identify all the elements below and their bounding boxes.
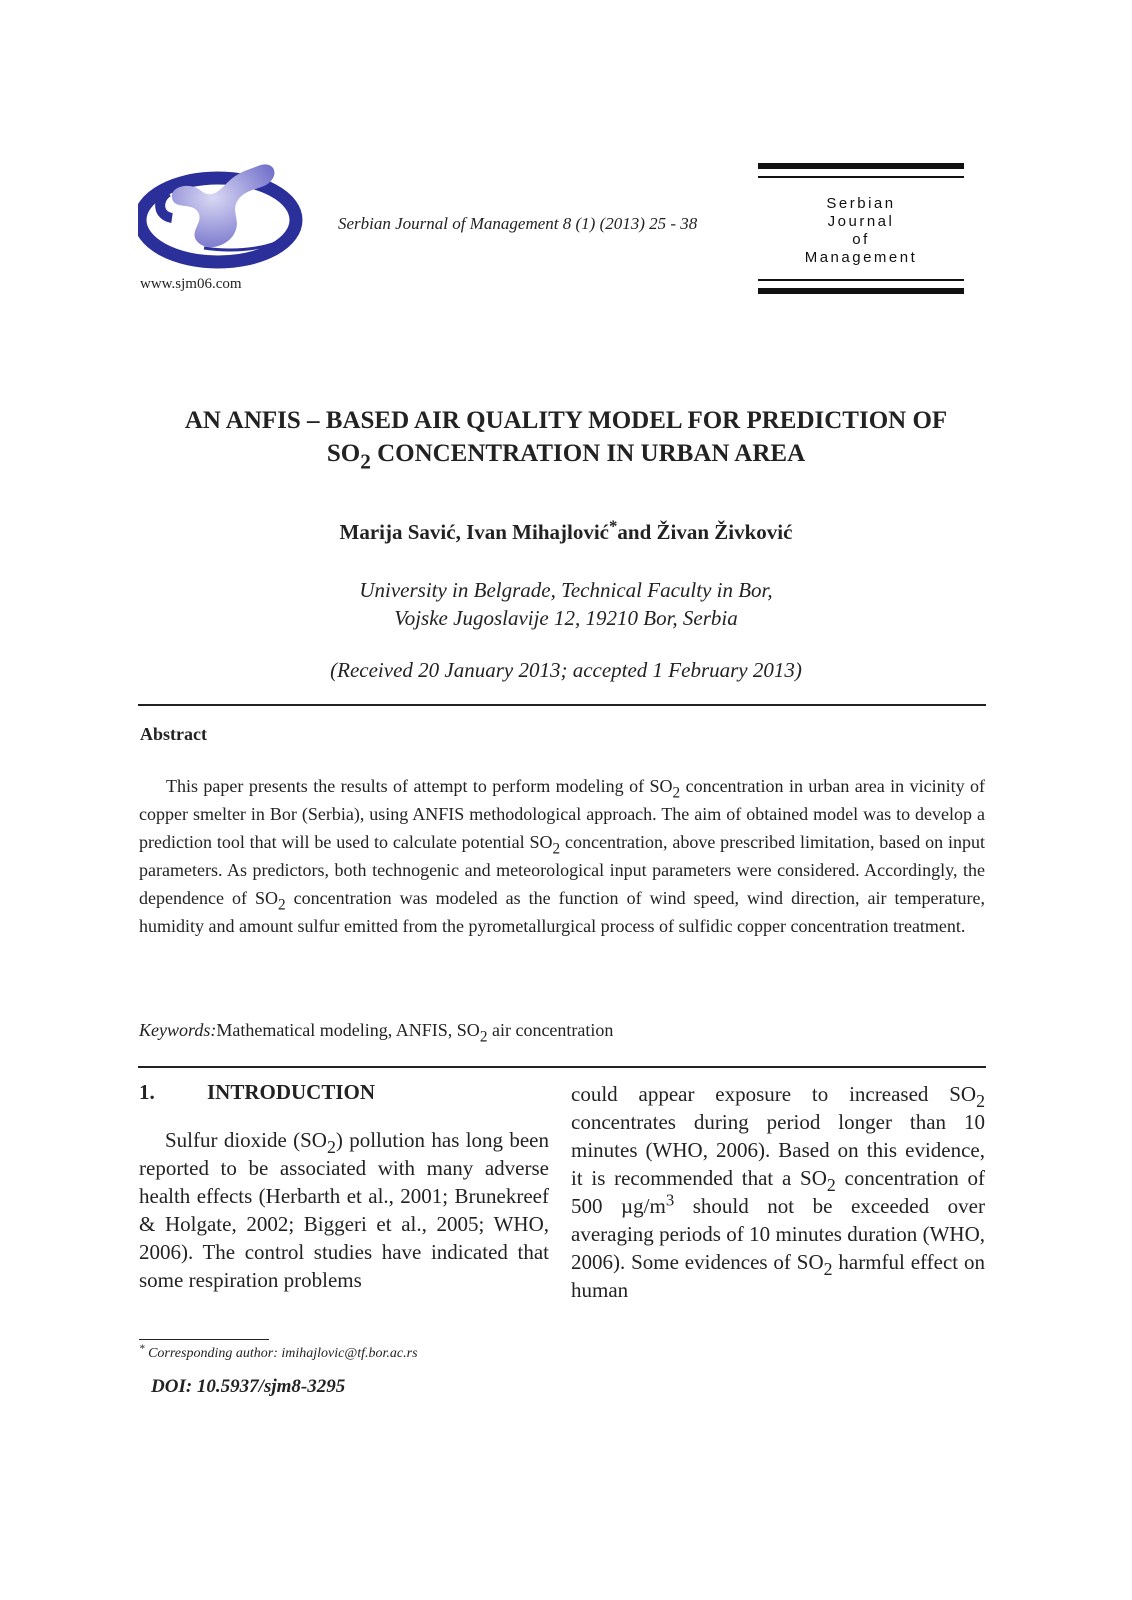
site-url[interactable]: www.sjm06.com bbox=[140, 276, 242, 292]
abstract-heading: Abstract bbox=[140, 724, 207, 744]
paper-authors: Marija Savić, Ivan Mihajlović*and Živan Živković bbox=[339, 516, 793, 544]
abstract-body: This paper presents the results of attempt to perform modeling of $SO_2$ concentration in urban area in vicinity of copper smelter in Bor (Serbia), using ANFIS methodological approach. The aim of obtained model was to develop a prediction tool that will be used to calculate potential $SO_2$ concentration, above prescribed limitation, based on input parameters. As predictors, both technogenic and meteorological input parameters were considered. Accordingly, the dependence of $SO_2$ concentration was modeled as the function of wind speed, wind direction, air temperature, humidity and amount sulfur emitted from the pyrometallurgical process of sulfidic copper concentration treatment. bbox=[139, 776, 986, 936]
affiliation-line: University in Belgrade, Technical Faculty in Bor, bbox=[359, 578, 773, 602]
masthead-line: Management bbox=[804, 249, 918, 266]
logo-emblem-icon bbox=[138, 160, 308, 272]
section-heading: 1. INTRODUCTION bbox=[139, 1080, 376, 1104]
masthead-bar-bottom bbox=[758, 288, 964, 294]
body-column-right: could appear exposure to increased $SO_2$ concentrates during period longer than 10 minutes (WHO, 2006). Based on this evidence, it is recommended that a $SO_2$ concentration of 500 $\mu g/m^3$ should not be exceeded over averaging periods of 10 minutes duration (WHO, 2006). Some evidences of $SO_2$ harmful effect on human bbox=[571, 1082, 985, 1302]
journal-masthead bbox=[758, 163, 964, 299]
masthead-bar-top bbox=[758, 163, 964, 169]
footnote-rule bbox=[139, 1339, 269, 1340]
masthead-line: Serbian bbox=[826, 195, 896, 212]
affiliation-line: Vojske Jugoslavije 12, 19210 Bor, Serbia bbox=[394, 606, 738, 630]
paper-title bbox=[100, 404, 1032, 474]
keywords: Keywords:Mathematical modeling, ANFIS, $SO_2$ air concentration bbox=[139, 1020, 614, 1046]
body-column-left: Sulfur dioxide $(SO_2)$ pollution has long been reported to be associated with many adverse health effects (Herbarth et al., 2001; Brunekreef & Holgate, 2002; Biggeri et al., 2005; WHO, 2006). The control studies have indicated that some respiration problems bbox=[139, 1128, 549, 1292]
masthead-bar-bottom-thin bbox=[758, 279, 964, 281]
masthead-line: of bbox=[852, 231, 870, 248]
author-affiliation bbox=[100, 576, 1032, 632]
divider-top bbox=[138, 704, 986, 706]
received-dates: (Received 20 January 2013; accepted 1 February 2013) bbox=[330, 658, 802, 682]
doi[interactable]: DOI: 10.5937/sjm8-3295 bbox=[151, 1376, 346, 1397]
masthead-bar-top-thin bbox=[758, 176, 964, 178]
corresponding-author-footnote: * Corresponding author: imihajlovic@tf.bor.ac.rs bbox=[139, 1342, 418, 1361]
journal-logo bbox=[138, 160, 308, 272]
masthead-title bbox=[758, 195, 964, 267]
journal-citation: Serbian Journal of Management 8 (1) (2013) 25 - 38 bbox=[338, 214, 698, 233]
masthead-line: Journal bbox=[827, 213, 895, 230]
divider-bottom bbox=[138, 1066, 986, 1068]
title-line-2: $SO_2$ CONCENTRATION IN URBAN AREA bbox=[326, 440, 806, 474]
title-line-1: AN ANFIS – BASED AIR QUALITY MODEL FOR PREDICTION OF bbox=[184, 407, 948, 434]
